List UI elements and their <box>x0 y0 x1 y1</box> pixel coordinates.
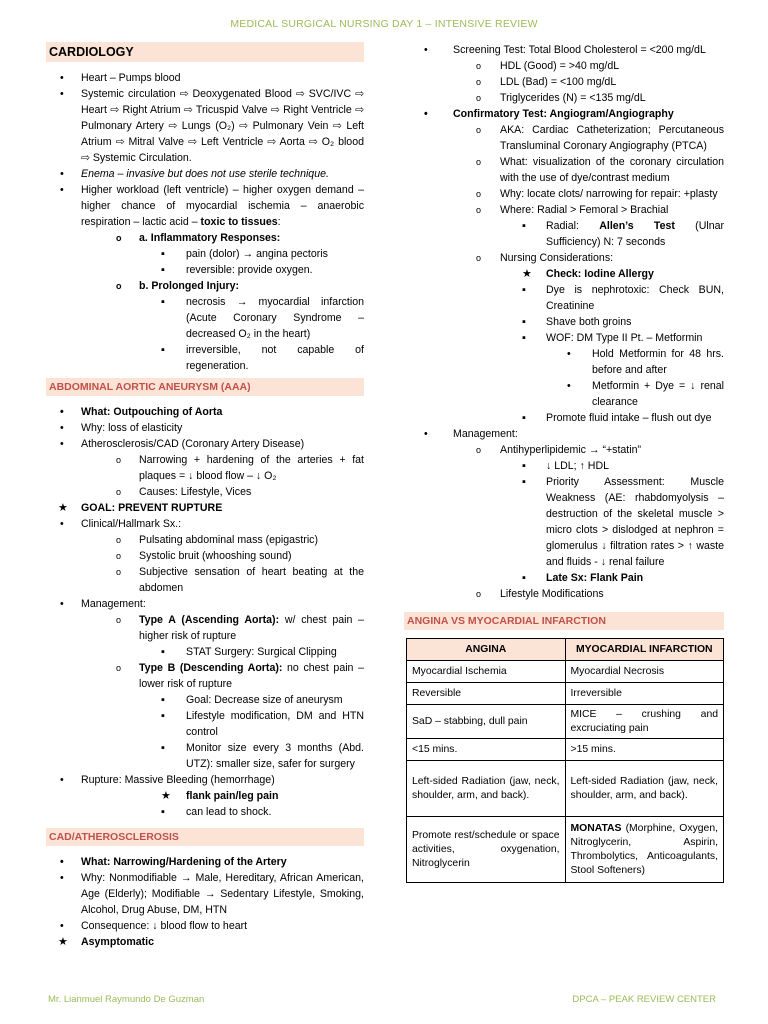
list-item: • Metformin + Dye = ↓ renal clearance <box>404 378 724 410</box>
bullet-icon <box>161 342 165 358</box>
list-item: o Type B (Descending Aorta): no chest pain – lower risk of rupture <box>46 660 364 692</box>
list-item: ★ Asymptomatic <box>46 934 364 950</box>
table-row <box>407 683 724 705</box>
list-item: ★ Check: Iodine Allergy <box>404 266 724 282</box>
bullet-icon <box>161 644 165 660</box>
list-item: ▪ Priority Assessment: Muscle Weakness (AE: rhabdomyolysis – destruction of the skeletal muscle > micro clots > dislodged at nephron = glomerulus ↓ filtration rates > ↑ waste and fluids - ↓ renal failure <box>404 474 724 570</box>
list-item: o Triglycerides (N) = <135 mg/dL <box>404 90 724 106</box>
list-item: o Lifestyle Modifications <box>404 586 724 602</box>
list-item: o Where: Radial > Femoral > Brachial <box>404 202 724 218</box>
list-item: o What: visualization of the coronary circulation with the use of dye/contrast medium <box>404 154 724 186</box>
monatas-text: (Morphine, Oxygen, Nitroglycerin, Aspirin, Thrombolytics, Anticoagulants, Stool Softeners) <box>570 822 718 876</box>
table-row <box>407 761 724 817</box>
bullet-icon <box>161 804 165 820</box>
bullet-icon <box>424 426 428 442</box>
list-item: ▪ Dye is nephrotoxic: Check BUN, Creatinine <box>404 282 724 314</box>
list-item: o Narrowing + hardening of the arteries + fat plaques = ↓ blood flow – ↓ O₂ <box>46 452 364 484</box>
list-item: o Antihyperlipidemic → “+statin” <box>404 442 724 458</box>
list-item: ▪ Monitor size every 3 months (Abd. UTZ): smaller size, safer for surgery <box>46 740 364 772</box>
list-item: • Consequence: ↓ blood flow to heart <box>46 918 364 934</box>
bullet-icon <box>60 86 64 102</box>
list-item: ▪ can lead to shock. <box>46 804 364 820</box>
list-item: o a. Inflammatory Responses: <box>46 230 364 246</box>
bullet-icon <box>476 74 481 90</box>
bullet-icon <box>116 660 121 676</box>
table-cell: Myocardial Ischemia <box>407 661 566 683</box>
list-item: • What: Outpouching of Aorta <box>46 404 364 420</box>
table-cell: Left-sided Radiation (jaw, neck, shoulder, arm, and back). <box>565 761 724 817</box>
bullet-icon <box>476 442 481 458</box>
bullet-icon <box>476 58 481 74</box>
bullet-icon <box>116 484 121 500</box>
bullet-icon <box>522 410 526 426</box>
list-item: o Subjective sensation of heart beating at the abdomen <box>46 564 364 596</box>
table-header-row <box>407 639 724 661</box>
table-row <box>407 705 724 739</box>
list-item: ▪ Shave both groins <box>404 314 724 330</box>
table-row <box>407 817 724 883</box>
bullet-icon <box>116 230 122 246</box>
bullet-icon <box>476 90 481 106</box>
list-item: ▪ STAT Surgery: Surgical Clipping <box>46 644 364 660</box>
bullet-icon <box>476 186 481 202</box>
list-item: o LDL (Bad) = <100 mg/dL <box>404 74 724 90</box>
list-item: o Systolic bruit (whooshing sound) <box>46 548 364 564</box>
column-header: MYOCARDIAL INFARCTION <box>565 639 724 661</box>
page-footer <box>48 992 716 1008</box>
cardiology-title: CARDIOLOGY <box>46 42 364 62</box>
bullet-icon <box>522 330 526 346</box>
bullet-icon <box>476 154 481 170</box>
list-item: • Management: <box>46 596 364 612</box>
list-item: ▪ pain (dolor) → angina pectoris <box>46 246 364 262</box>
list-item: • Screening Test: Total Blood Cholesterol = <200 mg/dL <box>404 42 724 58</box>
list-item: • Systemic circulation ⇨ Deoxygenated Blood ⇨ SVC/IVC ⇨ Heart ⇨ Right Atrium ⇨ Tricuspid Valve ⇨ Right Ventricle ⇨ Pulmonary Artery ⇨ Lungs (O₂) ⇨ Pulmonary Vein ⇨ Left Atrium ⇨ Mitral Valve ⇨ Left Ventricle ⇨ Aorta ⇨ O₂ blood ⇨ Systemic Circulation. <box>46 86 364 166</box>
list-item: • Confirmatory Test: Angiogram/Angiography <box>404 106 724 122</box>
bullet-icon <box>116 548 121 564</box>
right-column <box>404 42 724 883</box>
list-item: ▪ Promote fluid intake – flush out dye <box>404 410 724 426</box>
left-column <box>46 42 364 950</box>
cad-title: CAD/ATHEROSCLEROSIS <box>46 828 364 846</box>
table-cell: Reversible <box>407 683 566 705</box>
star-icon <box>58 934 68 950</box>
list-item: ▪ Late Sx: Flank Pain <box>404 570 724 586</box>
bullet-icon <box>522 570 526 586</box>
bullet-icon <box>116 612 121 628</box>
comparison-table <box>406 638 724 883</box>
list-item: ★ flank pain/leg pain <box>46 788 364 804</box>
list-item: • Higher workload (left ventricle) – higher oxygen demand – higher chance of myocardial ischemia – anaerobic respiration – lactic acid – toxic to tissues: <box>46 182 364 230</box>
monatas-label: MONATAS <box>570 822 622 834</box>
column-header: ANGINA <box>407 639 566 661</box>
bullet-icon <box>522 458 526 474</box>
list-item: ★ GOAL: PREVENT RUPTURE <box>46 500 364 516</box>
bullet-icon <box>116 452 121 468</box>
bullet-icon <box>161 294 165 310</box>
bullet-icon <box>60 870 64 886</box>
table-cell: SaD – stabbing, dull pain <box>407 705 566 739</box>
footer-center: DPCA – PEAK REVIEW CENTER <box>572 994 716 1005</box>
list-item: o HDL (Good) = >40 mg/dL <box>404 58 724 74</box>
list-item: • Enema – invasive but does not use sterile technique. <box>46 166 364 182</box>
table-row <box>407 739 724 761</box>
star-icon <box>522 266 532 282</box>
bullet-icon <box>522 474 526 490</box>
bullet-icon <box>116 532 121 548</box>
bullet-icon <box>476 122 481 138</box>
list-item: o Causes: Lifestyle, Vices <box>46 484 364 500</box>
bullet-icon <box>60 436 64 452</box>
bullet-icon <box>60 918 64 934</box>
footer-author: Mr. Lianmuel Raymundo De Guzman <box>48 994 205 1005</box>
bullet-icon <box>116 278 122 294</box>
list-item: ▪ reversible: provide oxygen. <box>46 262 364 278</box>
list-item: ▪ Goal: Decrease size of aneurysm <box>46 692 364 708</box>
bullet-icon <box>60 854 64 870</box>
bullet-icon <box>60 420 64 436</box>
table-cell: Irreversible <box>565 683 724 705</box>
bullet-icon <box>161 262 165 278</box>
bullet-icon <box>567 346 571 362</box>
bullet-icon <box>161 708 165 724</box>
list-item: • Clinical/Hallmark Sx.: <box>46 516 364 532</box>
table-cell: <15 mins. <box>407 739 566 761</box>
table-cell <box>565 817 724 883</box>
list-item: • Management: <box>404 426 724 442</box>
list-item: ▪ Lifestyle modification, DM and HTN control <box>46 708 364 740</box>
list-item: • Rupture: Massive Bleeding (hemorrhage) <box>46 772 364 788</box>
bullet-icon <box>476 202 481 218</box>
bullet-icon <box>424 42 428 58</box>
bullet-icon <box>522 282 526 298</box>
table-cell: Myocardial Necrosis <box>565 661 724 683</box>
bullet-icon <box>476 586 481 602</box>
table-cell: Promote rest/schedule or space activities, oxygenation, Nitroglycerin <box>407 817 566 883</box>
list-item: • What: Narrowing/Hardening of the Artery <box>46 854 364 870</box>
list-item: ▪ irreversible, not capable of regeneration. <box>46 342 364 374</box>
bullet-icon <box>60 182 64 198</box>
table-row <box>407 661 724 683</box>
star-icon <box>161 788 171 804</box>
list-item: o Type A (Ascending Aorta): w/ chest pain – higher risk of rupture <box>46 612 364 644</box>
list-item: • Why: Nonmodifiable → Male, Hereditary, African American, Age (Elderly); Modifiable → Sedentary Lifestyle, Smoking, Alcohol, Drug Abuse, DM, HTN <box>46 870 364 918</box>
bullet-icon <box>60 596 64 612</box>
table-cell: >15 mins. <box>565 739 724 761</box>
table-cell: MICE – crushing and excruciating pain <box>565 705 724 739</box>
list-item: o b. Prolonged Injury: <box>46 278 364 294</box>
comparison-title: ANGINA VS MYOCARDIAL INFARCTION <box>404 612 724 630</box>
page-header: MEDICAL SURGICAL NURSING DAY 1 – INTENSIVE REVIEW <box>230 18 538 30</box>
list-item: ▪ ↓ LDL; ↑ HDL <box>404 458 724 474</box>
list-item: • Hold Metformin for 48 hrs. before and after <box>404 346 724 378</box>
list-item: • Atherosclerosis/CAD (Coronary Artery Disease) <box>46 436 364 452</box>
bullet-icon <box>60 516 64 532</box>
list-item: o Pulsating abdominal mass (epigastric) <box>46 532 364 548</box>
table-cell: Left-sided Radiation (jaw, neck, shoulder, arm, and back). <box>407 761 566 817</box>
bullet-icon <box>567 378 571 394</box>
bullet-icon <box>476 250 481 266</box>
list-item: ▪ Radial: Allen’s Test (Ulnar Sufficiency) N: 7 seconds <box>404 218 724 250</box>
bullet-icon <box>60 166 64 182</box>
star-icon <box>58 500 68 516</box>
list-item: ▪ WOF: DM Type II Pt. – Metformin <box>404 330 724 346</box>
list-item: o AKA: Cardiac Catheterization; Percutaneous Transluminal Coronary Angiography (PTCA) <box>404 122 724 154</box>
bullet-icon <box>522 218 526 234</box>
bullet-icon <box>161 740 165 756</box>
list-item: o Why: locate clots/ narrowing for repair: +plasty <box>404 186 724 202</box>
aaa-title: ABDOMINAL AORTIC ANEURYSM (AAA) <box>46 378 364 396</box>
bullet-icon <box>522 314 526 330</box>
bullet-icon <box>116 564 121 580</box>
bullet-icon <box>60 772 64 788</box>
list-item: ▪ necrosis → myocardial infarction (Acute Coronary Syndrome – decreased O₂ in the heart) <box>46 294 364 342</box>
list-item: • Heart – Pumps blood <box>46 70 364 86</box>
bullet-icon <box>60 404 64 420</box>
bullet-icon <box>424 106 428 122</box>
bullet-icon <box>60 70 64 86</box>
list-item: • Why: loss of elasticity <box>46 420 364 436</box>
list-item: o Nursing Considerations: <box>404 250 724 266</box>
bullet-icon <box>161 246 165 262</box>
bullet-icon <box>161 692 165 708</box>
